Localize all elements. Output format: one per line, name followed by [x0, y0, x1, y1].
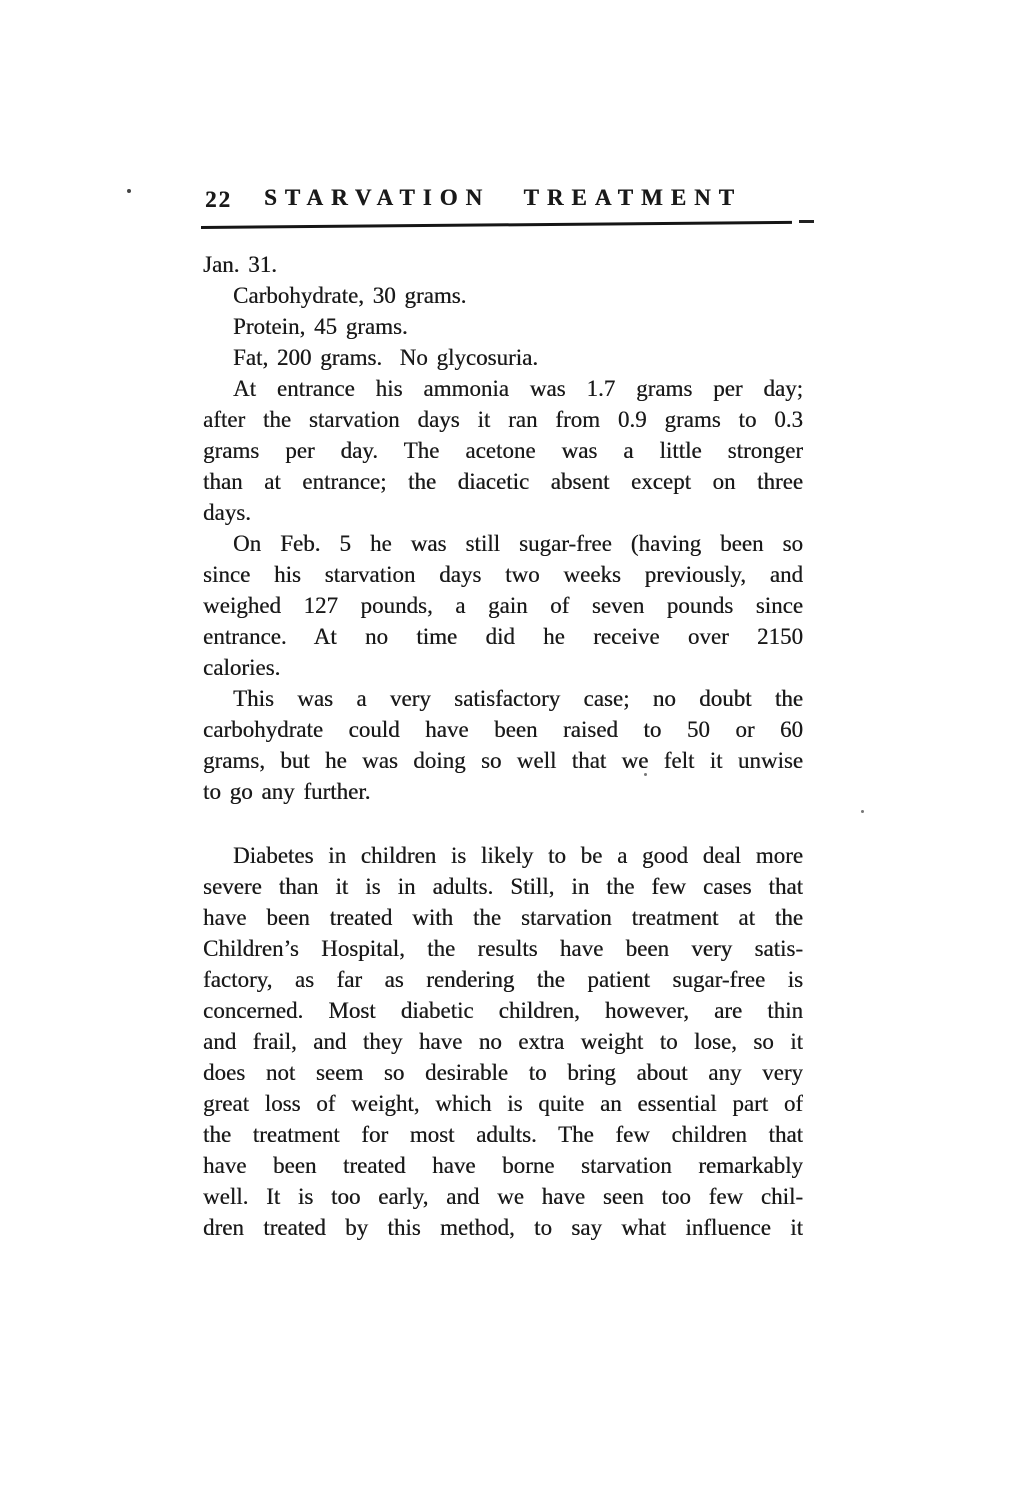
text-line: Carbohydrate, 30 grams. [233, 283, 467, 308]
text-line: have been treated have borne starvation remarkably [203, 1153, 803, 1178]
text-line: does not seem so desirable to bring about any very [203, 1060, 803, 1085]
text-line: since his starvation days two weeks previously, and [203, 562, 803, 587]
text-line: weighed 127 pounds, a gain of seven pounds since [203, 593, 803, 618]
page-number: 22 [205, 187, 232, 212]
text-line: calories. [203, 655, 281, 680]
text-line: entrance. At no time did he receive over 2150 [203, 624, 803, 649]
running-head-title: STARVATION TREATMENT [263, 185, 743, 210]
text-line: factory, as far as rendering the patient sugar-free is [203, 967, 803, 992]
text-line: On Feb. 5 he was still sugar-free (having been so [233, 531, 803, 556]
print-speck [127, 189, 131, 193]
text-line: grams, but he was doing so well that we felt it unwise [203, 748, 803, 773]
header-rule-dash [799, 220, 814, 223]
text-line: grams per day. The acetone was a little stronger [203, 438, 803, 463]
text-line: Fat, 200 grams. No glycosuria. [233, 345, 539, 370]
text-line: days. [203, 500, 251, 525]
body-text [203, 249, 803, 1243]
text-line: dren treated by this method, to say what influence it [203, 1215, 803, 1240]
text-line: have been treated with the starvation treatment at the [203, 905, 803, 930]
page-header [203, 185, 803, 215]
print-speck [861, 810, 864, 813]
text-line: At entrance his ammonia was 1.7 grams per day; [233, 376, 803, 401]
text-line: severe than it is in adults. Still, in the few cases that [203, 874, 803, 899]
text-line: carbohydrate could have been raised to 50 or 60 [203, 717, 803, 742]
text-line: Protein, 45 grams. [233, 314, 408, 339]
text-line: Children’s Hospital, the results have been very satis- [203, 936, 803, 961]
text-line: Diabetes in children is likely to be a good deal more [233, 843, 803, 868]
text-line: Jan. 31. [203, 252, 277, 277]
text-line: after the starvation days it ran from 0.9 grams to 0.3 [203, 407, 803, 432]
text-line: This was a very satisfactory case; no doubt the [233, 686, 803, 711]
text-line: to go any further. [203, 779, 371, 804]
text-line: well. It is too early, and we have seen too few chil- [203, 1184, 803, 1209]
text-line: great loss of weight, which is quite an essential part of [203, 1091, 803, 1116]
text-line: than at entrance; the diacetic absent except on three [203, 469, 803, 494]
text-line: the treatment for most adults. The few children that [203, 1122, 803, 1147]
text-line: concerned. Most diabetic children, however, are thin [203, 998, 803, 1023]
header-rule [201, 221, 792, 229]
text-line: and frail, and they have no extra weight to lose, so it [203, 1029, 803, 1054]
